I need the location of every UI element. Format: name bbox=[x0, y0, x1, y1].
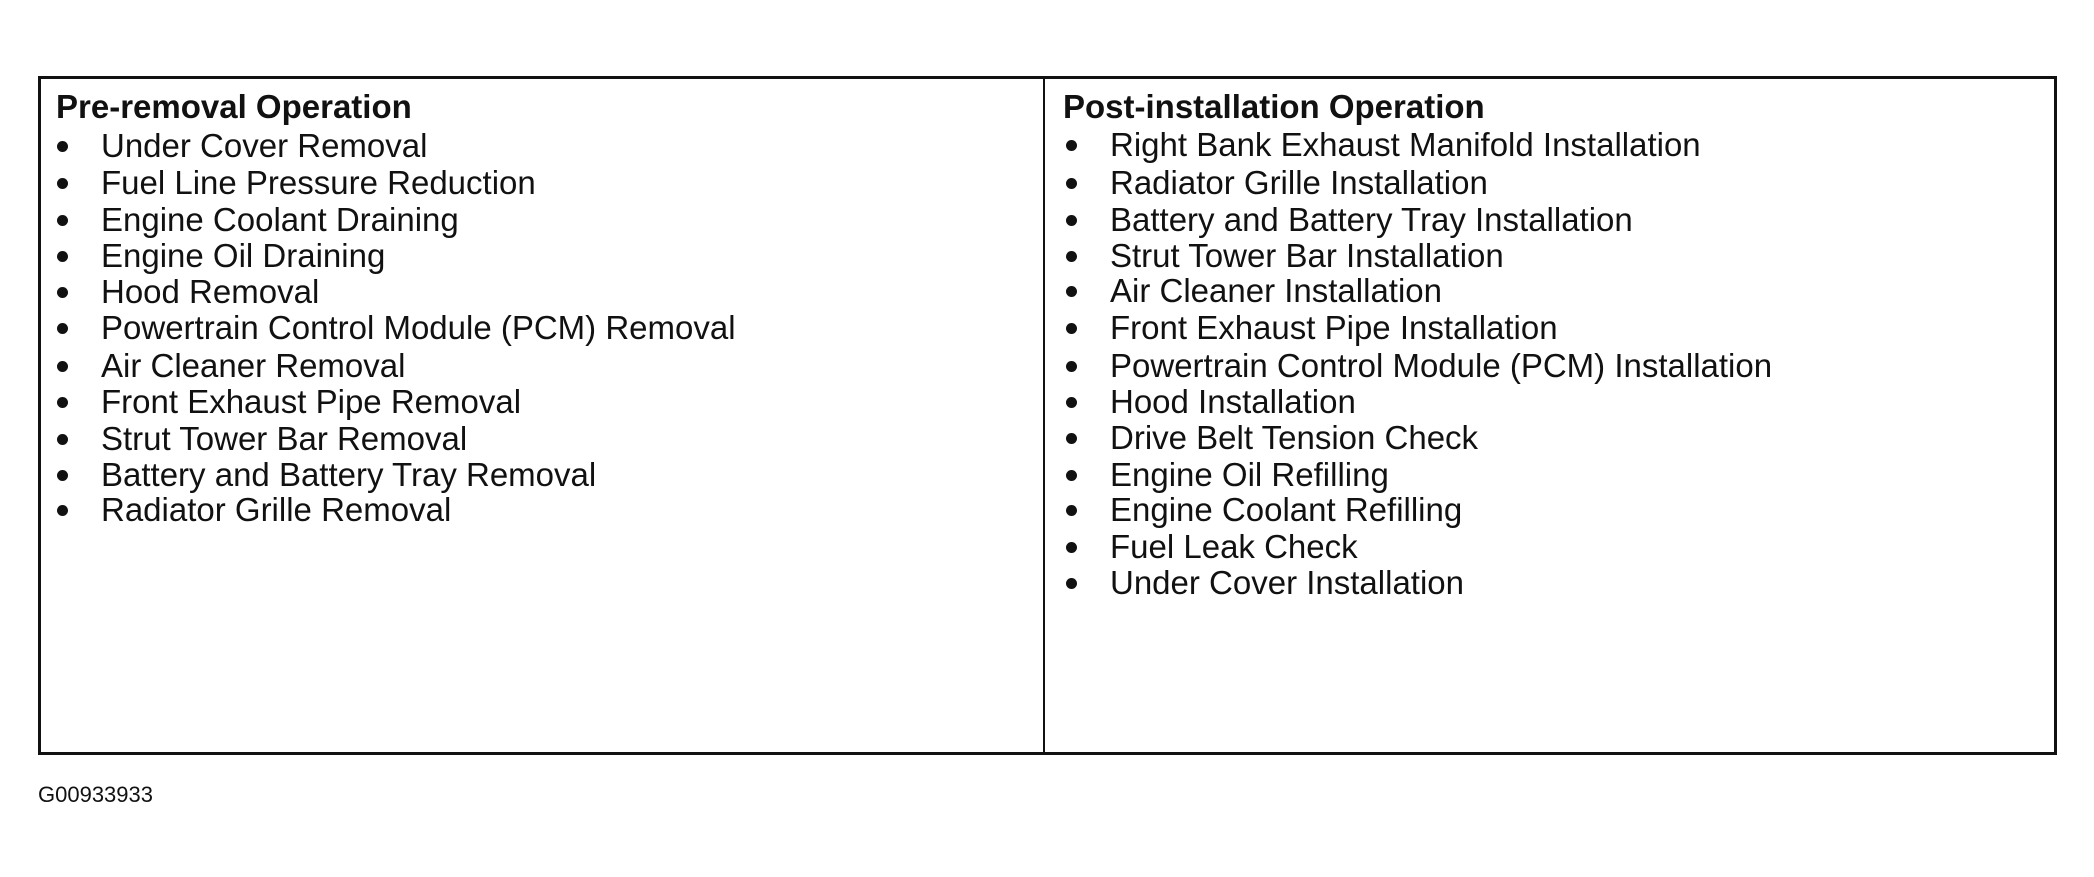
bullet-icon bbox=[57, 323, 68, 334]
bullet-icon bbox=[1066, 470, 1077, 481]
bullet-icon bbox=[1066, 542, 1077, 553]
bullet-icon bbox=[57, 505, 68, 516]
bullet-icon bbox=[57, 178, 68, 189]
list-item: Engine Oil Refilling bbox=[1110, 456, 1389, 493]
bullet-icon bbox=[57, 141, 68, 152]
bullet-icon bbox=[1066, 215, 1077, 226]
list-item: Powertrain Control Module (PCM) Removal bbox=[101, 309, 736, 346]
post-installation-column bbox=[1045, 79, 2054, 752]
list-item: Hood Removal bbox=[101, 273, 320, 310]
bullet-icon bbox=[57, 397, 68, 408]
list-item: Front Exhaust Pipe Installation bbox=[1110, 309, 1558, 346]
bullet-icon bbox=[57, 215, 68, 226]
bullet-icon bbox=[1066, 286, 1077, 297]
bullet-icon bbox=[57, 251, 68, 262]
list-item: Drive Belt Tension Check bbox=[1110, 419, 1479, 456]
list-item: Hood Installation bbox=[1110, 383, 1356, 420]
list-item: Fuel Line Pressure Reduction bbox=[101, 164, 536, 201]
list-item: Radiator Grille Installation bbox=[1110, 164, 1488, 201]
list-item: Battery and Battery Tray Removal bbox=[101, 456, 597, 493]
bullet-icon bbox=[1066, 251, 1077, 262]
list-item: Battery and Battery Tray Installation bbox=[1110, 201, 1633, 238]
bullet-icon bbox=[57, 434, 68, 445]
list-item: Engine Coolant Draining bbox=[101, 201, 459, 238]
figure-id: G00933933 bbox=[38, 782, 153, 807]
list-item: Strut Tower Bar Installation bbox=[1110, 237, 1504, 274]
list-item: Strut Tower Bar Removal bbox=[101, 420, 468, 457]
bullet-icon bbox=[1066, 505, 1077, 516]
list-item: Under Cover Removal bbox=[101, 127, 428, 164]
bullet-icon bbox=[1066, 397, 1077, 408]
list-item: Fuel Leak Check bbox=[1110, 528, 1358, 565]
bullet-icon bbox=[1066, 578, 1077, 589]
list-item: Air Cleaner Installation bbox=[1110, 272, 1442, 309]
bullet-icon bbox=[1066, 361, 1077, 372]
operation-table bbox=[38, 76, 2057, 755]
pre-removal-title: Pre-removal Operation bbox=[56, 88, 412, 125]
list-item: Right Bank Exhaust Manifold Installation bbox=[1110, 126, 1701, 163]
bullet-icon bbox=[1066, 323, 1077, 334]
bullet-icon bbox=[1066, 433, 1077, 444]
list-item: Engine Coolant Refilling bbox=[1110, 491, 1463, 528]
bullet-icon bbox=[57, 470, 68, 481]
bullet-icon bbox=[57, 287, 68, 298]
list-item: Powertrain Control Module (PCM) Installation bbox=[1110, 347, 1773, 384]
list-item: Under Cover Installation bbox=[1110, 564, 1465, 601]
list-item: Engine Oil Draining bbox=[101, 237, 386, 274]
post-installation-title: Post-installation Operation bbox=[1063, 88, 1485, 125]
bullet-icon bbox=[1066, 178, 1077, 189]
list-item: Front Exhaust Pipe Removal bbox=[101, 383, 522, 420]
bullet-icon bbox=[57, 361, 68, 372]
list-item: Air Cleaner Removal bbox=[101, 347, 406, 384]
pre-removal-column bbox=[41, 79, 1045, 752]
list-item: Radiator Grille Removal bbox=[101, 491, 452, 528]
bullet-icon bbox=[1066, 140, 1077, 151]
